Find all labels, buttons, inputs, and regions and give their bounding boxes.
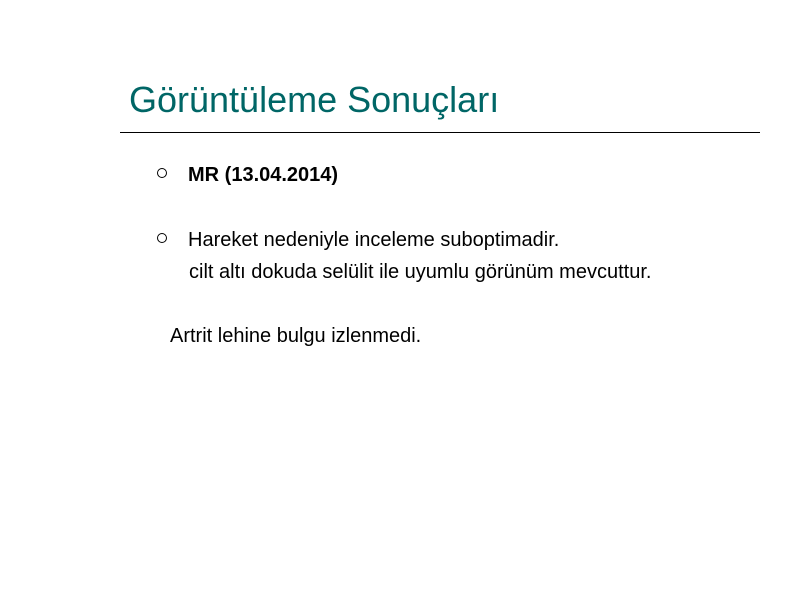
hollow-circle-icon: [157, 233, 167, 243]
hollow-circle-icon: [157, 168, 167, 178]
slide-title: Görüntüleme Sonuçları: [129, 79, 500, 120]
finding-note: Artrit lehine bulgu izlenmedi.: [170, 325, 422, 347]
bullet-text-mr: MR (13.04.2014): [188, 164, 339, 186]
title-divider: [120, 132, 760, 133]
bullet-text-finding: Hareket nedeniyle inceleme suboptimadir.: [188, 229, 560, 251]
finding-continuation: cilt altı dokuda selülit ile uyumlu görünüm mevcuttur.: [189, 261, 652, 283]
